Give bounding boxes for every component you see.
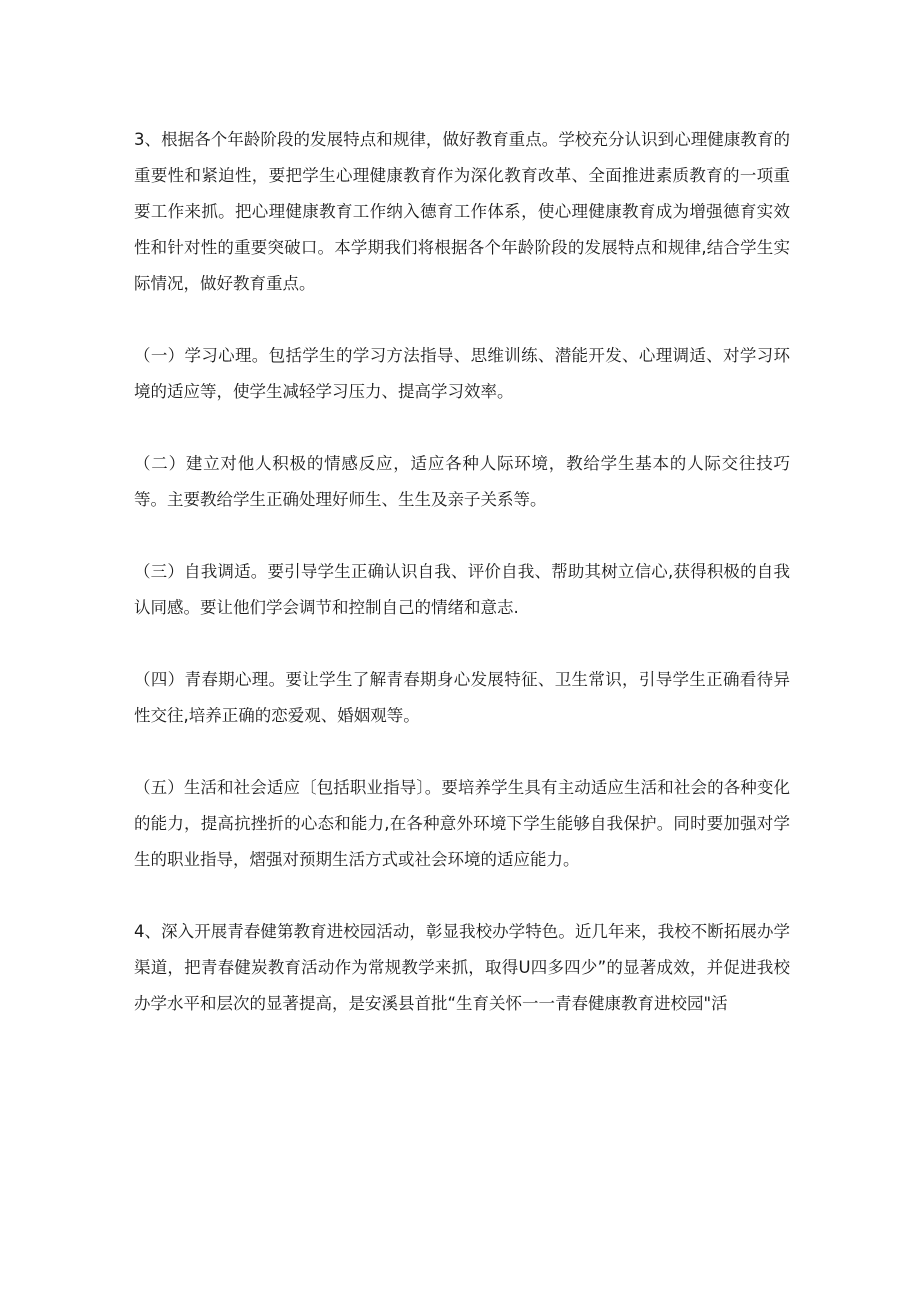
paragraph-item-1-learning: （一）学习心理。包括学生的学习方法指导、思维训练、潜能开发、心理调适、对学习环境的适应等，使学生减轻学习压力、提高学习效率。 xyxy=(134,346,790,401)
paragraph-section-3: 3、根据各个年龄阶段的发展特点和规律，做好教育重点。学校充分认识到心理健康教育的重要性和紧迫性，要把学生心理健康教育作为深化教育改革、全面推进素质教育的一项重要工作来抓。把心理健康教育工作纳入德育工作体系，使心理健康教育成为增强德育实效性和针对性的重要突破口。本学期我们将根据各个年龄阶段的发展特点和规律,结合学生实际情况，做好教育重点。 xyxy=(134,130,790,293)
paragraph-item-4-puberty: （四）青春期心理。要让学生了解青春期身心发展特征、卫生常识，引导学生正确看待异性交往,培养正确的恋爱观、婚姻观等。 xyxy=(134,670,790,725)
document-body xyxy=(134,122,790,1058)
paragraph-section-4: 4、深入开展青春健第教育进校园活动，彰显我校办学特色。近几年来，我校不断拓展办学渠道，把青春健炭教育活动作为常规教学来抓，取得U四多四少”的显著成效，并促进我校办学水平和层次的显著提高，是安溪县首批“生育关怀一一青春健康教育进校园"活 xyxy=(134,922,790,1013)
paragraph-item-2-relations: （二）建立对他人积极的情感反应，适应各种人际环境，教给学生基本的人际交往技巧等。主要教给学生正确处理好师生、生生及亲子关系等。 xyxy=(134,454,790,509)
paragraph-item-5-adaptation: （五）生活和社会适应〔包括职业指导〕。要培养学生具有主动适应生活和社会的各种变化的能力，提高抗挫折的心态和能力,在各种意外环境下学生能够自我保护。同时要加强对学生的职业指导，熠强对预期生活方式或社会环境的适应能力。 xyxy=(134,778,790,869)
paragraph-item-3-self: （三）自我调适。要引导学生正确认识自我、评价自我、帮助其树立信心,获得积极的自我认同感。要让他们学会调节和控制自己的情绪和意志. xyxy=(134,562,790,617)
